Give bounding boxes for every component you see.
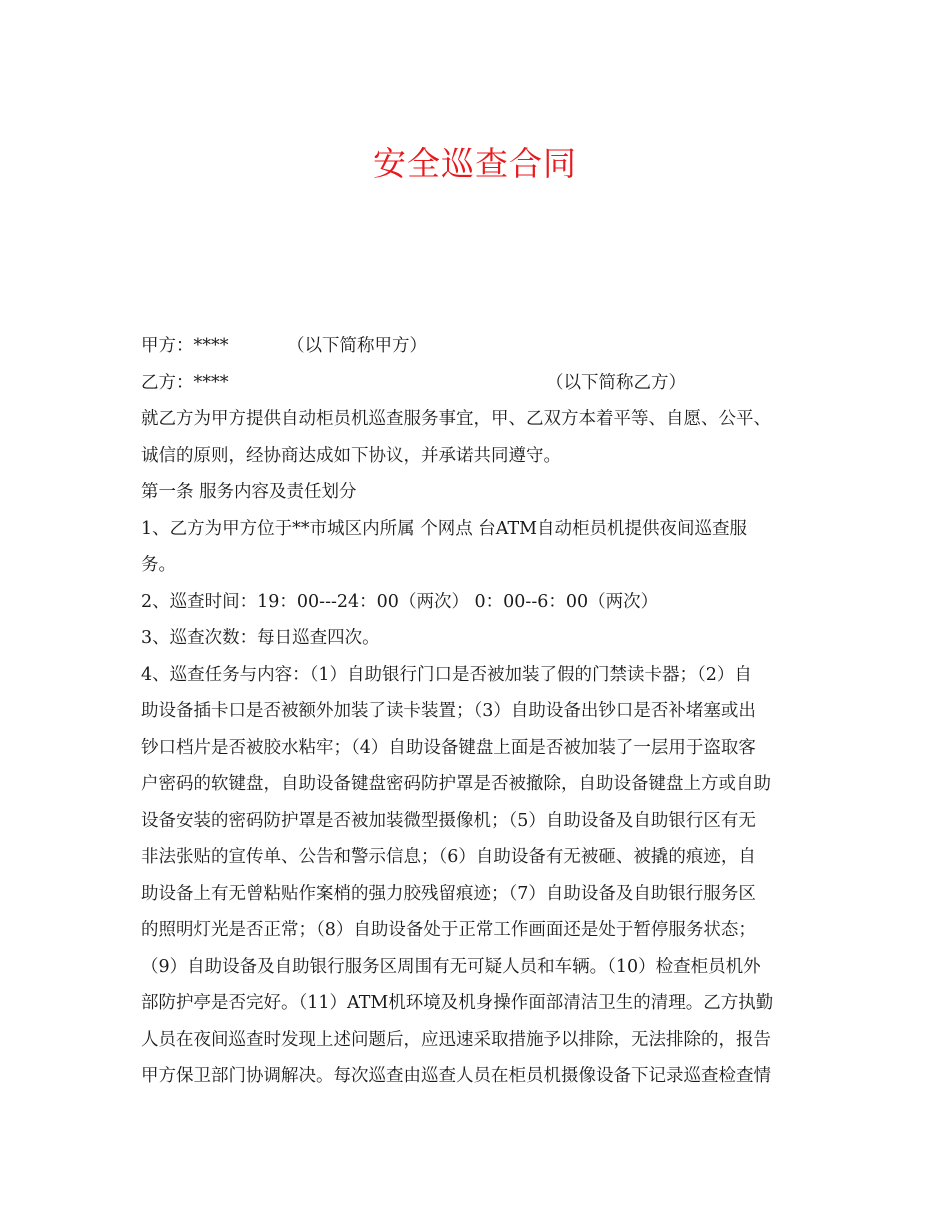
- body-line: 就乙方为甲方提供自动柜员机巡查服务事宜，甲、乙双方本着平等、自愿、公平、: [141, 409, 771, 429]
- body-line: 设备安装的密码防护罩是否被加装微型摄像机；（5）自助设备及自助银行区有无: [141, 810, 756, 831]
- party-b-line: [141, 365, 807, 402]
- body-line: 助设备插卡口是否被额外加装了读卡装置；（3）自助设备出钞口是否补堵塞或出: [141, 701, 756, 721]
- party-a-line: [141, 328, 807, 365]
- body-line: 1、乙方为甲方位于**市城区内所属 个网点 台ATM自动柜员机提供夜间巡查服: [141, 518, 748, 539]
- body-line: 非法张贴的宣传单、公告和警示信息；（6）自助设备有无被砸、被撬的痕迹，自: [141, 847, 756, 867]
- body-line: 第一条 服务内容及责任划分: [141, 482, 357, 502]
- body-line: 钞口档片是否被胶水粘牢；（4）自助设备键盘上面是否被加装了一层用于盗取客: [141, 737, 756, 758]
- document-body: [141, 328, 807, 1095]
- body-paragraphs: [141, 401, 807, 1095]
- body-line: 部防护亭是否完好。（11）ATM机环境及机身操作面部清洁卫生的清理。乙方执勤: [141, 993, 774, 1013]
- body-line: 2、巡查时间：19：00---24：00（两次） 0：00--6：00（两次）: [141, 591, 659, 612]
- body-line: 务。: [141, 555, 176, 575]
- document-title: 安全巡查合同: [373, 144, 577, 183]
- party-a-label: 甲方：****: [141, 336, 229, 356]
- body-line: 人员在夜间巡查时发现上述问题后，应迅速采取措施予以排除，无法排除的，报告: [141, 1029, 771, 1050]
- body-line: 4、巡查任务与内容：（1）自助银行门口是否被加装了假的门禁读卡器；（2）自: [141, 664, 752, 685]
- party-b-label: 乙方：****: [141, 372, 229, 393]
- body-line: 甲方保卫部门协调解决。每次巡查由巡查人员在柜员机摄像设备下记录巡查检查情: [141, 1066, 771, 1086]
- body-line: （9）自助设备及自助银行服务区周围有无可疑人员和车辆。（10）检查柜员机外: [141, 956, 761, 977]
- body-line: 诚信的原则，经协商达成如下协议，并承诺共同遵守。: [141, 445, 561, 466]
- party-b-note: （以下简称乙方）: [546, 372, 686, 393]
- body-line: 助设备上有无曾粘贴作案梢的强力胶残留痕迹；（7）自助设备及自助银行服务区: [141, 883, 756, 904]
- body-line: 3、巡查次数：每日巡查四次。: [141, 628, 380, 648]
- body-line: 户密码的软键盘，自助设备键盘密码防护罩是否被撤除，自助设备键盘上方或自助: [141, 774, 771, 794]
- body-line: 的照明灯光是否正常；（8）自助设备处于正常工作画面还是处于暂停服务状态；: [141, 920, 756, 940]
- party-a-note: （以下简称甲方）: [287, 336, 427, 356]
